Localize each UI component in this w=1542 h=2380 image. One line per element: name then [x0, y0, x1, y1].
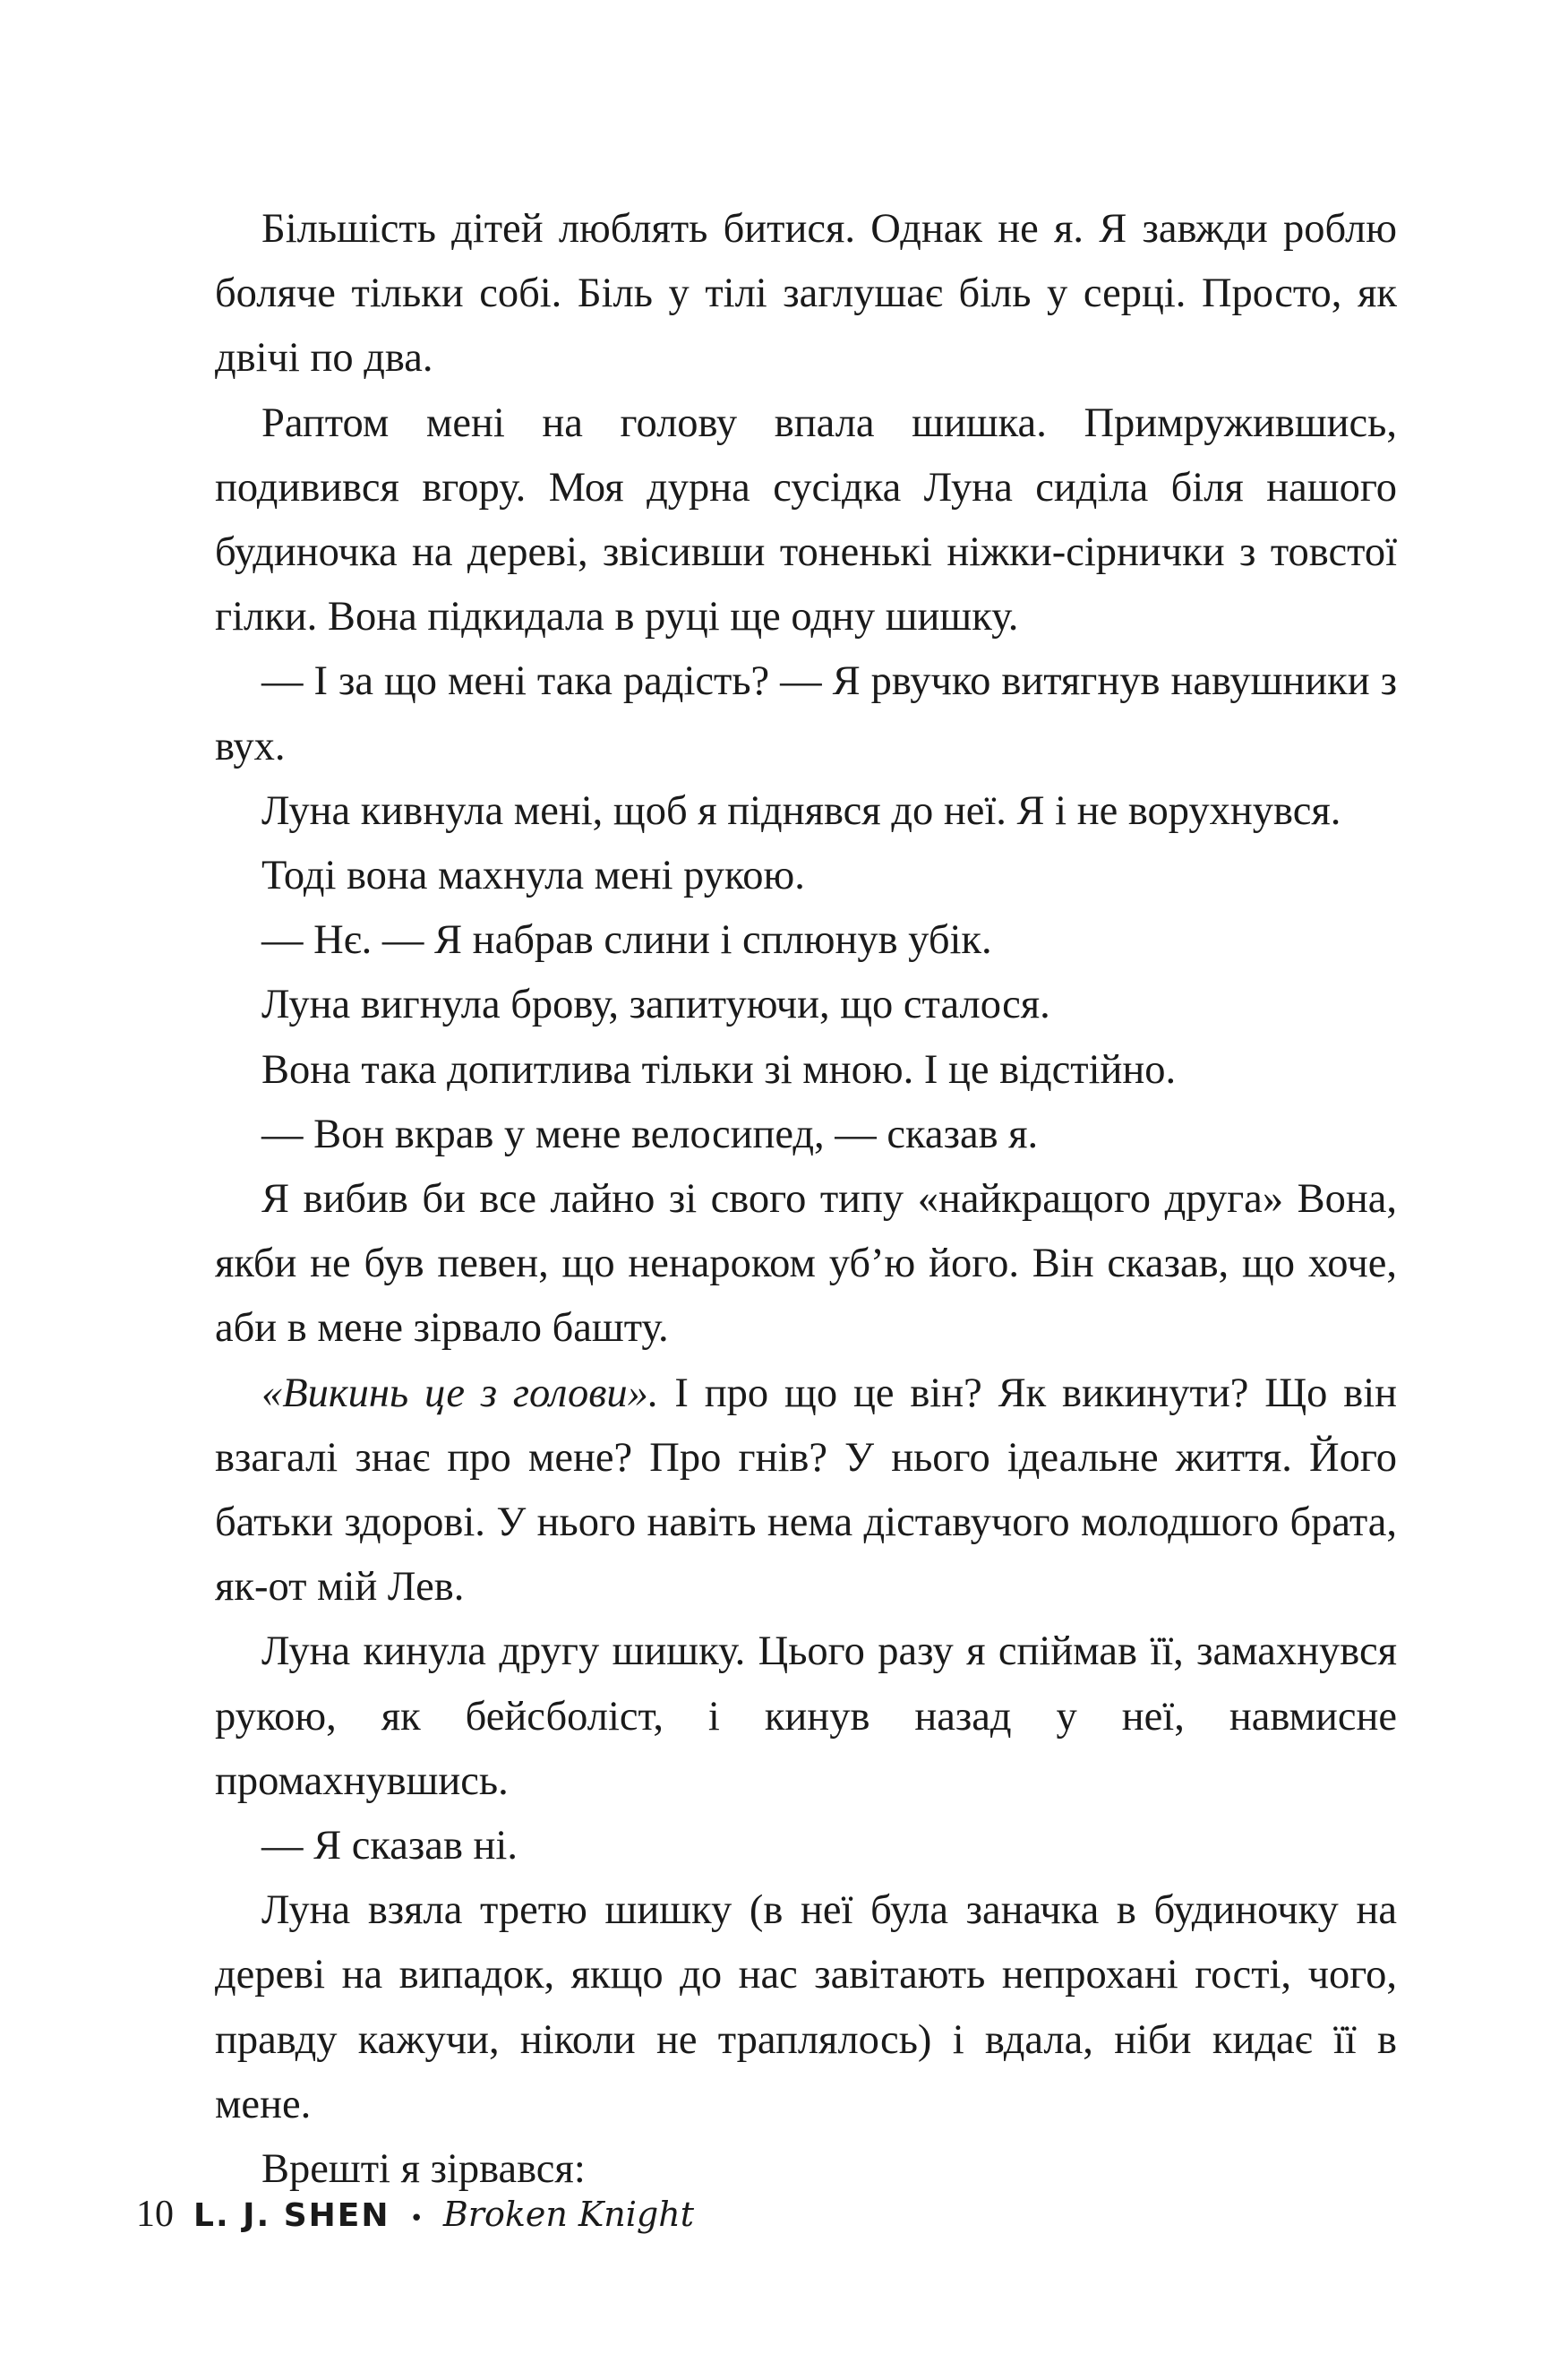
- italic-quote: «Викинь це з голови».: [261, 1370, 659, 1416]
- paragraph: Луна кивнула мені, щоб я піднявся до неї. Я і не ворухнувся.: [261, 787, 1341, 834]
- paragraph: Тоді вона махнула мені рукою.: [261, 853, 805, 899]
- paragraph: Врешті я зірвався:: [261, 2146, 586, 2193]
- paragraph: — Я сказав ні.: [261, 1823, 518, 1869]
- paragraph: Луна вигнула брову, запитуючи, що сталося.: [261, 982, 1050, 1028]
- paragraph: Я вибив би все лайно зі свого типу «найкращого друга» Вона, якби не був певен, що ненароком уб’ю його. Він сказав, що хоче, аби в мене зірвало башту.: [215, 1176, 1397, 1352]
- paragraph: Більшість дітей люблять битися. Однак не я. Я завжди роблю боляче тільки собі. Біль у тілі заглушає біль у серці. Просто, як двічі по два.: [215, 206, 1397, 382]
- body-text: [215, 197, 1397, 2202]
- page-footer: [136, 2193, 694, 2247]
- paragraph-text: І про що це він? Як викинути? Що він взагалі знає про мене? Про гнів? У нього ідеальне життя. Його батьки здорові. У нього навіть нема діставучого молодшого брата, як-от мій Лев.: [215, 1370, 1398, 1611]
- separator-dot: •: [409, 2205, 424, 2232]
- paragraph: Вона така допитлива тільки зі мною. І це відстійно.: [261, 1046, 1177, 1093]
- page-number: 10: [136, 2194, 174, 2235]
- book-title: Broken Knight: [442, 2195, 694, 2234]
- paragraph: — Вон вкрав у мене велосипед, — сказав я.: [261, 1111, 1039, 1157]
- paragraph: Луна взяла третю шишку (в неї була заначка в будиночку на дереві на випадок, якщо до нас завітають непрохані гості, чого, правду кажучи, ніколи не траплялось) і вдала, ніби кидає її в мене.: [215, 1887, 1397, 2127]
- paragraph: [215, 1362, 1397, 1620]
- author-name: L. J. SHEN: [193, 2197, 390, 2234]
- paragraph: Луна кинула другу шишку. Цього разу я спіймав її, замахнувся рукою, як бейсболіст, і кинув назад у неї, навмисне промахнувшись.: [215, 1628, 1397, 1804]
- paragraph: — І за що мені така радість? — Я рвучко витягнув навушники з вух.: [215, 658, 1397, 769]
- paragraph: Раптом мені на голову впала шишка. Примружившись, подивився вгору. Моя дурна сусідка Луна сиділа біля нашого будиночка на дереві, звісивши тоненькі ніжки-сірнички з товстої гілки. Вона підкидала в руці ще одну шишку.: [215, 400, 1397, 640]
- paragraph: — Нє. — Я набрав слини і сплюнув убік.: [261, 917, 992, 964]
